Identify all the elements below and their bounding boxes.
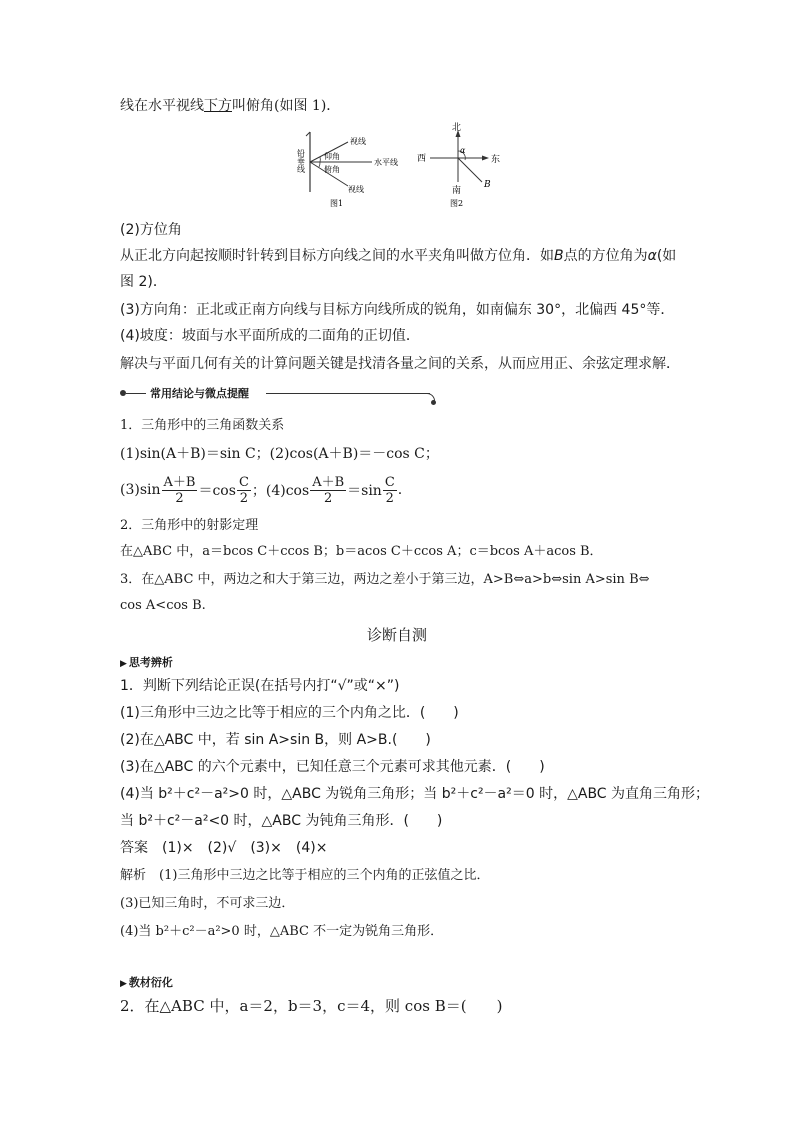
east-label: 东: [491, 155, 501, 165]
tips-section-divider: [120, 382, 442, 406]
summary-line: 解决与平面几何有关的计算问题关键是找清各量之间的关系，从而应用正、余弦定理求解．: [120, 356, 680, 372]
tip-2-title: 2．三角形中的射影定理: [120, 518, 259, 533]
fraction-a-plus-b-over-2: $\frac{A+B}{2}$: [312, 474, 345, 506]
answer-line: [120, 838, 327, 858]
tip-1-line-1: (1)sin(A＋B)＝sin C；(2)cos(A＋B)＝－cos C；: [120, 446, 439, 462]
statement-2: (2)在△ABC 中，若 sin A>sin B，则 A>B.( ): [120, 732, 431, 748]
sight-up-label: 视线: [350, 137, 366, 146]
answer-label: 答案: [120, 840, 148, 856]
horizontal-label: 水平线: [374, 158, 398, 167]
west-label: 西: [417, 154, 427, 164]
statement-1: (1)三角形中三边之比等于相应的三个内角之比．( ): [120, 705, 459, 721]
fraction-c-over-2: $\frac{C}{2}$: [238, 474, 249, 506]
triangle-icon: ▶: [120, 979, 127, 989]
think-header: ▶ 思考辨析: [120, 656, 173, 669]
elevation-label: 仰角: [324, 152, 340, 161]
analysis-label: 解析: [120, 868, 147, 883]
analysis-text-1: (1)三角形中三边之比等于相应的三个内角的正弦值之比．: [159, 868, 490, 883]
fraction-c-over-2: $\frac{C}{2}$: [384, 474, 395, 506]
direction-line-b: [458, 158, 482, 182]
sight-down-label: 视线: [348, 185, 364, 194]
textbook-header: ▶ 教材衍化: [120, 976, 173, 989]
bearing-line-2: 图 2)．: [120, 274, 167, 290]
tip-3-line-1: 3．在△ABC 中，两边之和大于第三边，两边之差小于第三边，A>B⇔a>b⇔sin A>sin B⇔: [120, 572, 650, 587]
east-arrow-icon: [482, 156, 489, 161]
tips-section-title: 常用结论与微点提醒: [150, 387, 249, 400]
diagnosis-title: 诊断自测: [366, 626, 427, 644]
vertical-label-2: 垂: [297, 157, 305, 166]
vertical-label-1: 铅: [297, 149, 305, 158]
point-b-label: B: [484, 180, 491, 190]
tip-1-line-2: (3)sin $\frac{A+B}{2}$ ＝cos $\frac{C}{2}$ ；(4)cos $\frac{A+B}{2}$ ＝sin $\frac{C}{2}$ .: [120, 474, 403, 506]
direction-angle-line: (3)方向角：正北或正南方向线与目标方向线所成的锐角，如南偏东 30°，北偏西 45°等．: [120, 302, 675, 318]
north-label: 北: [452, 123, 462, 133]
figure-2-caption: 图2: [450, 199, 464, 208]
bearing-heading: (2)方位角: [120, 222, 182, 238]
intro-underlined-text: 下方: [204, 98, 232, 114]
analysis-line-3: (3)已知三角时，不可求三边．: [120, 896, 295, 911]
tip-3-line-2: cos A<cos B.: [120, 598, 206, 613]
figure-2-bearing: [414, 120, 514, 212]
statement-3: (3)在△ABC 的六个元素中，已知任意三个元素可求其他元素．( ): [120, 759, 545, 775]
statement-4-line-1: (4)当 b²＋c²－a²>0 时，△ABC 为锐角三角形；当 b²＋c²－a²＝0 时，△ABC 为直角三角形；: [120, 786, 710, 802]
intro-line: [120, 96, 340, 116]
figure-1-elevation-depression: [290, 128, 420, 212]
south-label: 南: [452, 186, 462, 196]
analysis-line-4: (4)当 b²＋c²－a²>0 时，△ABC 不一定为锐角三角形．: [120, 924, 444, 939]
tip-2-line: 在△ABC 中，a＝bcos C＋ccos B；b＝acos C＋ccos A；c＝bcos A＋acos B．: [120, 544, 603, 559]
slope-line: (4)坡度：坡面与水平面所成的二面角的正切值．: [120, 328, 420, 344]
intro-suffix-text: 叫俯角(如图 1)．: [232, 98, 341, 114]
alpha-label: α: [460, 146, 466, 155]
tip-1-title: 1．三角形中的三角函数关系: [120, 418, 285, 433]
question-1: 1．判断下列结论正误(在括号内打“√”或“×”): [120, 678, 400, 694]
vertical-label-3: 线: [297, 165, 305, 174]
statement-4-line-2: 当 b²＋c²－a²<0 时，△ABC 为钝角三角形．( ): [120, 813, 443, 829]
analysis-line-1: [120, 866, 489, 886]
question-2: 2．在△ABC 中，a＝2，b＝3，c＝4，则 cos B＝( ): [120, 997, 503, 1015]
depression-label: 俯角: [324, 165, 340, 174]
figure-1-caption: 图1: [330, 199, 344, 208]
triangle-icon: ▶: [120, 659, 127, 669]
bearing-line-1: 从正北方向起按顺时针转到目标方向线之间的水平夹角叫做方位角．如B点的方位角为α(如: [120, 248, 677, 264]
answer-text: (1)× (2)√ (3)× (4)×: [162, 840, 328, 856]
fraction-a-plus-b-over-2: $\frac{A+B}{2}$: [163, 474, 196, 506]
intro-text: 线在水平视线: [120, 98, 204, 114]
